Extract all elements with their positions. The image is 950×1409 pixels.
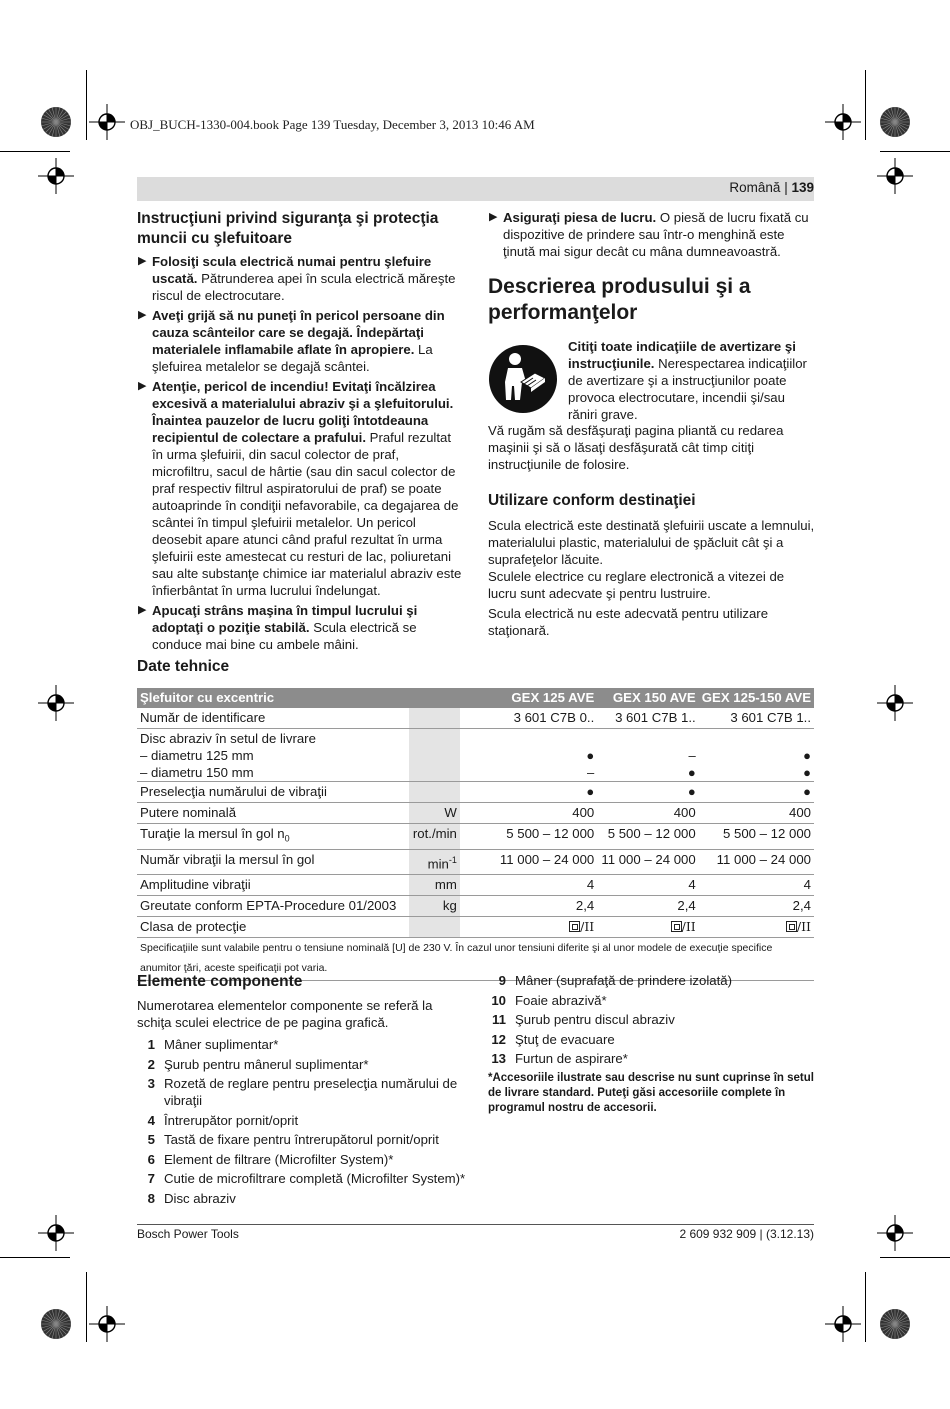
component-number: 10	[491, 992, 506, 1008]
warning-block	[488, 338, 815, 422]
tech-table	[137, 688, 814, 981]
row-label: Disc abraziv în setul de livrare – diametru 125 mm – diametru 150 mm	[137, 729, 409, 782]
component-text: Cutie de microfiltrare completă (Microfilter System)*	[164, 1171, 466, 1186]
component-item	[488, 1031, 815, 1048]
component-text: Foaie abrazivă*	[515, 992, 607, 1008]
registration-mark-icon	[38, 685, 74, 721]
component-text: Şurub pentru mânerul suplimentar*	[164, 1056, 369, 1072]
component-text: Tastă de fixare pentru întrerupătorul pornit/oprit	[164, 1132, 439, 1147]
row-value: ●	[699, 782, 814, 803]
protection-class-icon	[786, 921, 797, 932]
safety-bullet	[137, 602, 463, 653]
row-unit	[409, 782, 460, 803]
row-value: 5 500 – 12 000	[496, 824, 597, 850]
row-value: 11 000 – 24 000	[597, 849, 698, 874]
row-value: ●	[496, 782, 597, 803]
component-text: Disc abraziv	[164, 1190, 236, 1206]
warning-body: Nerespectarea indicaţiilor de avertizare şi a instrucţiunilor poate provoca electrocutare, incendii şi/sau răniri grave.	[568, 356, 807, 422]
read-manual-icon	[488, 344, 558, 414]
component-text: Mâner (suprafaţă de prindere izolată)	[515, 973, 732, 988]
bullet-text: La şlefuirea metalelor se degajă scântei.	[152, 342, 433, 374]
registration-mark-icon	[877, 158, 913, 194]
protection-class-icon	[569, 921, 580, 932]
row-label: Clasa de protecţie	[137, 917, 409, 938]
row-unit: mm	[409, 875, 460, 896]
row-spacer	[460, 803, 496, 824]
row-value: ●	[597, 782, 698, 803]
registration-mark-icon	[825, 1306, 861, 1342]
row-value: 400	[496, 803, 597, 824]
component-text: Şurub pentru discul abraziv	[515, 1012, 675, 1027]
row-label: Preselecţia numărului de vibraţii	[137, 782, 409, 803]
row-unit	[409, 729, 460, 782]
tech-row	[137, 824, 814, 850]
row-value: 400	[699, 803, 814, 824]
crop-mark	[0, 151, 70, 152]
row-spacer	[460, 849, 496, 874]
component-text: Mâner suplimentar*	[164, 1037, 279, 1052]
component-number: 7	[147, 1171, 155, 1186]
component-item	[137, 1075, 467, 1109]
row-value: 5 500 – 12 000	[597, 824, 698, 850]
registration-mark-icon	[89, 104, 125, 140]
tech-title: Date tehnice	[137, 658, 230, 675]
header-cell: Şlefuitor cu excentric	[137, 688, 409, 708]
description-section	[488, 209, 815, 639]
tech-row	[137, 729, 814, 782]
registration-mark-icon	[38, 158, 74, 194]
safety-bullet	[137, 307, 463, 375]
row-spacer	[460, 917, 496, 938]
row-spacer	[460, 875, 496, 896]
description-title: Descrierea produsului şi a performanţelor	[488, 275, 751, 324]
protection-class-icon	[671, 921, 682, 932]
bullet-text: Praful rezultat în urma şlefuirii, din sacul colector de praf, microfiltru, sacul de hârtie (sau din sacul colector de praf respectiv filtrul aspiratorului de praf) se poate autoaprinde în condiţii nefavorabile, ca degajarea de scântei în timpul şlefuirii metalelor. Un pericol deosebit apare atunci când praful rezultat în urma şlefuirii este amestecat cu resturi de lac, poliuretani sau alte substanţe chimice iar materialul abraziv este înfierbântat în urma lucrului îndelungat.	[152, 430, 462, 598]
registration-mark-icon	[38, 1215, 74, 1251]
component-number: 12	[491, 1031, 506, 1047]
component-number: 9	[498, 973, 506, 988]
component-item	[137, 1170, 467, 1187]
row-value: 11 000 – 24 000	[496, 849, 597, 874]
component-number: 3	[147, 1076, 155, 1091]
footer-rule	[137, 1224, 814, 1225]
intended-use-1: Scula electrică este destinată şlefuirii uscate a lemnului, materialului plastic, materialului de şpăcluit cât şi a suprafeţelor lăcuite.	[488, 518, 815, 567]
registration-mark-icon	[38, 104, 74, 140]
row-value: 5 500 – 12 000	[699, 824, 814, 850]
row-value: 400	[597, 803, 698, 824]
row-unit: $\min^{-1}$	[409, 849, 460, 874]
bullet-arrow-icon: ▶	[138, 380, 147, 392]
row-value: /II	[699, 917, 814, 938]
component-number: 13	[491, 1051, 506, 1066]
warning-bold: Citiţi toate indicaţiile de avertizare şi instrucţiunile.	[568, 339, 796, 371]
tech-header-row	[137, 688, 814, 708]
registration-mark-icon	[877, 104, 913, 140]
row-value: 2,4	[597, 896, 698, 917]
row-label: Greutate conform EPTA-Procedure 01/2003	[137, 896, 409, 917]
row-label: Amplitudine vibraţii	[137, 875, 409, 896]
component-item	[137, 1112, 467, 1129]
component-number: 2	[147, 1056, 155, 1072]
intended-use-3: Scula electrică nu este adecvată pentru utilizare staţionară.	[488, 606, 769, 638]
component-text: Ştuţ de evacuare	[515, 1031, 615, 1047]
tech-row	[137, 782, 814, 803]
component-number: 6	[147, 1151, 155, 1167]
registration-mark-icon	[825, 104, 861, 140]
fold-note: Vă rugăm să desfăşuraţi pagina pliantă cu redarea maşinii şi să o lăsaţi desfăşurată cât timp citiţi instrucţiunile de folosire.	[488, 423, 784, 472]
page-label	[729, 180, 814, 195]
components-continued	[488, 972, 815, 1116]
tech-row	[137, 875, 814, 896]
bullet-bold: Folosiţi scula electrică numai pentru şlefuire uscată.	[152, 254, 432, 286]
row-value: 3 601 C7B 1..	[597, 708, 698, 729]
print-header: OBJ_BUCH-1330-004.book Page 139 Tuesday, December 3, 2013 10:46 AM	[130, 117, 535, 132]
safety-bullet	[488, 209, 815, 260]
row-label: Turaţie la mersul în gol $n_0$	[137, 824, 409, 850]
component-number: 5	[147, 1132, 155, 1147]
row-unit: kg	[409, 896, 460, 917]
row-unit	[409, 708, 460, 729]
row-spacer	[460, 824, 496, 850]
page-number: 139	[791, 180, 814, 195]
component-number: 8	[147, 1190, 155, 1206]
row-value: 11 000 – 24 000	[699, 849, 814, 874]
bullet-bold: Asiguraţi piesa de lucru.	[503, 210, 657, 225]
registration-mark-icon	[877, 685, 913, 721]
row-label: Număr vibraţii la mersul în gol	[137, 849, 409, 874]
components-title: Elemente componente	[137, 973, 303, 990]
component-item	[488, 992, 815, 1009]
crop-mark	[86, 1272, 87, 1342]
intended-use-2: Sculele electrice cu reglare electronică a vitezei de lucru sunt adecvate şi pentru lustruire.	[488, 569, 785, 601]
registration-mark-icon	[38, 1306, 74, 1342]
row-value: 3 601 C7B 0..	[496, 708, 597, 729]
intended-use-title: Utilizare conform destinaţiei	[488, 492, 696, 509]
row-value: 4	[496, 875, 597, 896]
header-cell	[460, 688, 496, 708]
component-item	[488, 1050, 815, 1067]
accessory-note: *Accesoriile ilustrate sau descrise nu sunt cuprinse în setul de livrare standard. Puteţi găsi accesoriile complete în programul nostru de accesorii.	[488, 1072, 814, 1114]
row-value: ● ●	[699, 729, 814, 782]
row-unit	[409, 917, 460, 938]
component-item	[137, 1190, 467, 1207]
tech-row	[137, 917, 814, 938]
bullet-bold: Atenţie, pericol de incendiu! Evitaţi încălzirea excesivă a materialului abraziv şi a şlefuitorului. Înaintea pauzelor de lucru goliţi întotdeauna recipientul de colectare a prafului.	[152, 379, 454, 445]
component-number: 4	[147, 1112, 155, 1128]
header-separator: |	[784, 180, 788, 195]
bullet-text: Scula electrică se conduce mai bine cu ambele mâini.	[152, 620, 417, 652]
crop-mark	[880, 1257, 950, 1258]
row-value: 2,4	[496, 896, 597, 917]
row-label: Putere nominală	[137, 803, 409, 824]
bullet-bold: Aveţi grijă să nu puneţi în pericol persoane din cauza scânteilor care se degajă. Îndepărtaţi materialele inflamabile aflate în apropiere.	[152, 308, 445, 357]
row-value: /II	[496, 917, 597, 938]
component-item	[488, 972, 815, 989]
safety-section	[137, 209, 463, 656]
row-spacer	[460, 782, 496, 803]
bullet-arrow-icon: ▶	[138, 255, 147, 267]
components-intro: Numerotarea elementelor componente se referă la schiţa sculei electrice de pe pagina grafică.	[137, 998, 433, 1030]
bullet-arrow-icon: ▶	[138, 604, 147, 616]
component-item	[137, 1056, 467, 1073]
component-text: Întrerupător pornit/oprit	[164, 1112, 299, 1128]
tech-row	[137, 708, 814, 729]
registration-mark-icon	[89, 1306, 125, 1342]
row-unit: W	[409, 803, 460, 824]
component-text: Element de filtrare (Microfilter System)*	[164, 1151, 394, 1167]
header-cell: GEX 125 AVE	[496, 688, 597, 708]
component-text: Rozetă de reglare pentru preselecţia numărului de vibraţii	[164, 1076, 458, 1108]
row-spacer	[460, 896, 496, 917]
bullet-arrow-icon: ▶	[138, 309, 147, 321]
bullet-text: Pătrunderea apei în scula electrică măreşte riscul de electrocutare.	[152, 271, 456, 303]
header-cell: GEX 150 AVE	[597, 688, 698, 708]
warning-text	[568, 338, 815, 423]
component-item	[137, 1131, 467, 1148]
bullet-arrow-icon: ▶	[489, 211, 498, 223]
crop-mark	[865, 70, 866, 140]
language-label: Română	[729, 180, 781, 195]
registration-mark-icon	[877, 1306, 913, 1342]
component-item	[137, 1036, 467, 1053]
component-number: 1	[147, 1037, 155, 1052]
row-unit: rot./min	[409, 824, 460, 850]
registration-mark-icon	[877, 1215, 913, 1251]
component-number: 11	[492, 1012, 506, 1027]
component-item	[137, 1151, 467, 1168]
safety-bullet	[137, 253, 463, 304]
crop-mark	[86, 70, 87, 140]
safety-title: Instrucţiuni privind siguranţa şi protecţia muncii cu şlefuitoare	[137, 210, 439, 247]
row-value: 4	[699, 875, 814, 896]
row-spacer	[460, 708, 496, 729]
bullet-text: O piesă de lucru fixată cu dispozitive de prindere sau într-o menghină este ţinută mai sigur decât cu mâna dumneavoastră.	[503, 210, 809, 259]
component-item	[488, 1011, 815, 1028]
row-value: – ●	[597, 729, 698, 782]
bullet-bold: Apucaţi strâns maşina în timpul lucrului şi adoptaţi o poziţie stabilă.	[152, 603, 418, 635]
crop-mark	[0, 1257, 70, 1258]
tech-row	[137, 849, 814, 874]
header-cell	[409, 688, 460, 708]
tech-row	[137, 896, 814, 917]
row-value: /II	[597, 917, 698, 938]
tech-row	[137, 803, 814, 824]
safety-bullet	[137, 378, 463, 599]
row-value: 4	[597, 875, 698, 896]
header-band	[137, 177, 814, 201]
row-value: 2,4	[699, 896, 814, 917]
crop-mark	[865, 1272, 866, 1342]
component-text: Furtun de aspirare*	[515, 1051, 628, 1066]
components-section	[137, 972, 467, 1209]
row-label: Număr de identificare	[137, 708, 409, 729]
footer-brand: Bosch Power Tools	[137, 1227, 239, 1241]
crop-mark	[880, 151, 950, 152]
header-cell: GEX 125-150 AVE	[699, 688, 814, 708]
row-value: 3 601 C7B 1..	[699, 708, 814, 729]
tech-footnote: Specificaţiile sunt valabile pentru o tensiune nominală [U] de 230 V. În cazul unor tensiuni diferite şi al unor modele de execuţie specifice anumitor ţări, aceste speificaţii pot varia.	[137, 938, 814, 981]
row-spacer	[460, 729, 496, 782]
row-value: ● –	[496, 729, 597, 782]
footer-doc-number: 2 609 932 909 | (3.12.13)	[679, 1227, 814, 1241]
